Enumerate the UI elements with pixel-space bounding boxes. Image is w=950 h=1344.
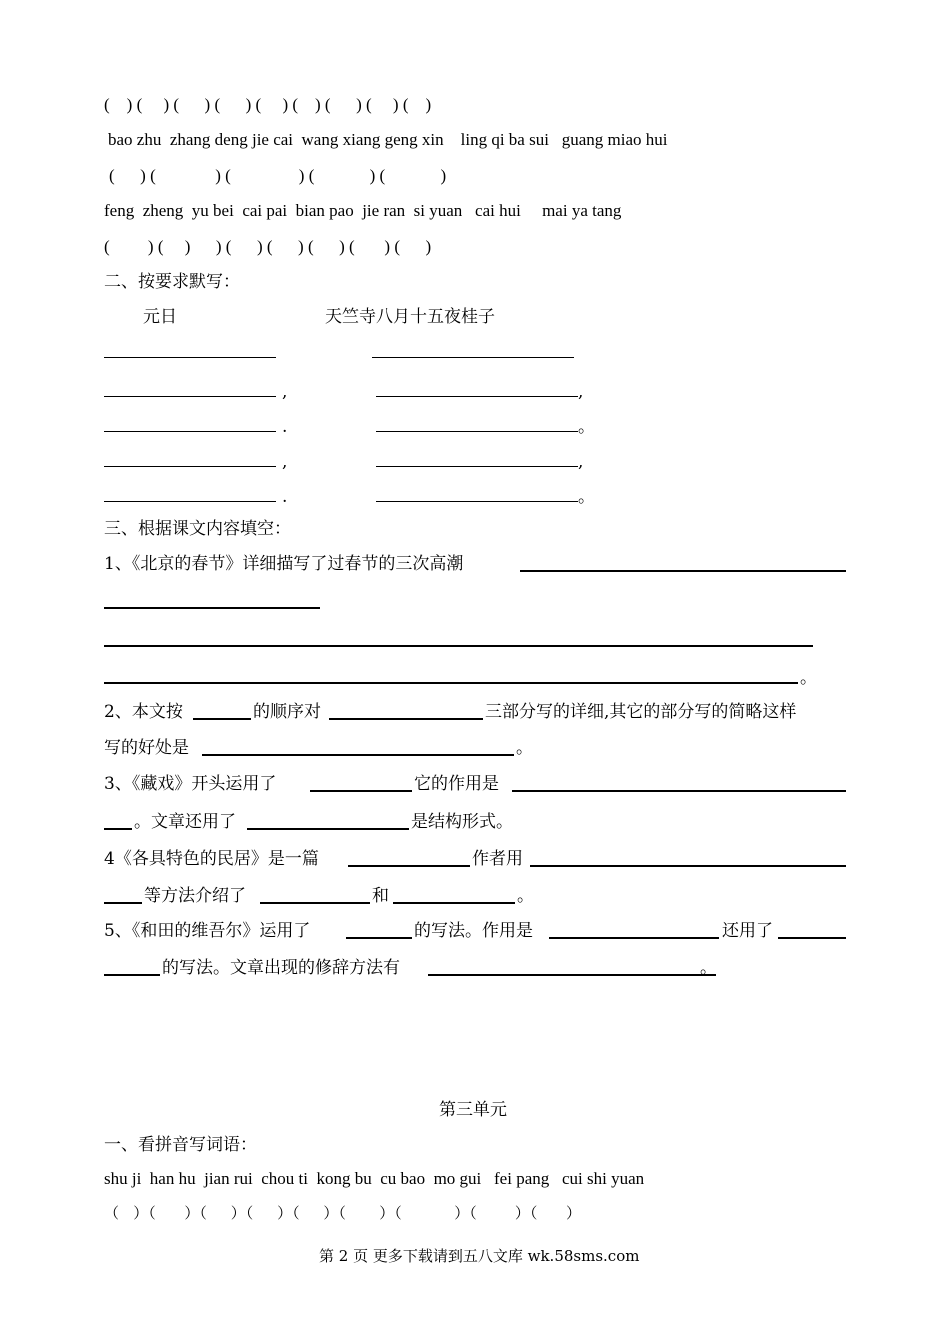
paren-row-2: ( ) ( ) ( ) ( ) ( ) — [109, 166, 447, 185]
q2-c: 三部分写的详细,其它的部分写的简略这样 — [485, 702, 797, 722]
q5-a: 5、《和田的维吾尔》运用了 — [104, 921, 311, 941]
q5-e: 。 — [700, 958, 717, 978]
q4-c: 等方法介绍了 — [144, 886, 246, 906]
punct: . — [282, 417, 288, 437]
answer-line — [348, 865, 470, 867]
blank-line — [372, 357, 574, 358]
answer-line — [310, 790, 412, 792]
answer-line — [549, 937, 719, 939]
q3-a: 3、《藏戏》开头运用了 — [104, 774, 277, 794]
answer-line — [520, 570, 846, 572]
answer-line — [512, 790, 846, 792]
blank-line — [376, 431, 578, 432]
q5-c: 还用了 — [722, 921, 773, 941]
q4-e: 。 — [517, 886, 534, 906]
unit3-paren-row: （ ）（ ）（ ）（ ）（ ）（ ）（ ）（ ）（ ） — [104, 1204, 582, 1222]
blank-line — [104, 466, 276, 467]
q1-text: 1、《北京的春节》详细描写了过春节的三次高潮 — [104, 554, 464, 574]
section2-heading: 二、按要求默写： — [104, 272, 240, 292]
answer-line — [104, 645, 813, 647]
q5-d: 的写法。文章出现的修辞方法有 — [162, 958, 400, 978]
unit3-pinyin-row: shu ji han hu jian rui chou ti kong bu cu bao mo gui fei pang cui shi yuan — [104, 1169, 645, 1188]
blank-line — [104, 431, 276, 432]
answer-line — [530, 865, 846, 867]
punct: . — [282, 487, 288, 507]
q3-d: 是结构形式。 — [411, 812, 513, 832]
answer-line — [247, 828, 409, 830]
answer-line — [393, 902, 515, 904]
answer-line — [104, 828, 132, 830]
poem1-title: 元日 — [143, 307, 177, 327]
q4-a: 4《各具特色的民居》是一篇 — [104, 849, 319, 869]
unit3-heading: 一、看拼音写词语： — [104, 1135, 257, 1155]
q2-d: 写的好处是 — [104, 738, 189, 758]
punct: , — [578, 382, 584, 402]
answer-line — [202, 754, 514, 756]
q2-e: 。 — [516, 738, 533, 758]
blank-line — [376, 466, 578, 467]
q4-d: 和 — [372, 886, 389, 906]
page-footer: 第 2 页 更多下载请到五八文库 wk.58sms.com — [319, 1247, 640, 1265]
punct: , — [282, 382, 288, 402]
blank-line — [376, 501, 578, 502]
punct: 。 — [578, 417, 595, 437]
pinyin-row-2: feng zheng yu bei cai pai bian pao jie ran si yuan cai hui mai ya tang — [104, 201, 622, 220]
punct: 。 — [578, 487, 595, 507]
answer-line — [104, 974, 160, 976]
blank-line — [104, 396, 276, 397]
q2-b: 的顺序对 — [253, 702, 321, 722]
q3-b: 它的作用是 — [414, 774, 499, 794]
unit3-title: 第三单元 — [439, 1100, 507, 1120]
answer-line — [346, 937, 412, 939]
q1-end: 。 — [800, 668, 817, 688]
poem2-title: 天竺寺八月十五夜桂子 — [325, 307, 495, 327]
q2-a: 2、本文按 — [104, 702, 183, 722]
q5-b: 的写法。作用是 — [414, 921, 533, 941]
answer-line — [193, 718, 251, 720]
blank-line — [376, 396, 578, 397]
answer-line — [104, 682, 798, 684]
answer-line — [329, 718, 483, 720]
punct: , — [282, 452, 288, 472]
blank-line — [104, 357, 276, 358]
blank-line — [104, 501, 276, 502]
q4-b: 作者用 — [472, 849, 523, 869]
paren-row-3: ( ) ( ) ) ( ) ( ) ( ) ( ) ( ) — [104, 237, 432, 256]
answer-line — [428, 974, 716, 976]
answer-line — [778, 937, 846, 939]
paren-row-1: ( ) ( ) ( ) ( ) ( ) ( ) ( ) ( ) ( ) — [104, 95, 432, 114]
answer-line — [104, 902, 142, 904]
punct: , — [578, 452, 584, 472]
pinyin-row-1: bao zhu zhang deng jie cai wang xiang geng xin ling qi ba sui guang miao hui — [108, 130, 668, 149]
answer-line — [104, 607, 320, 609]
answer-line — [260, 902, 370, 904]
section3-heading: 三、根据课文内容填空： — [104, 519, 291, 539]
q3-c: 。文章还用了 — [134, 812, 236, 832]
